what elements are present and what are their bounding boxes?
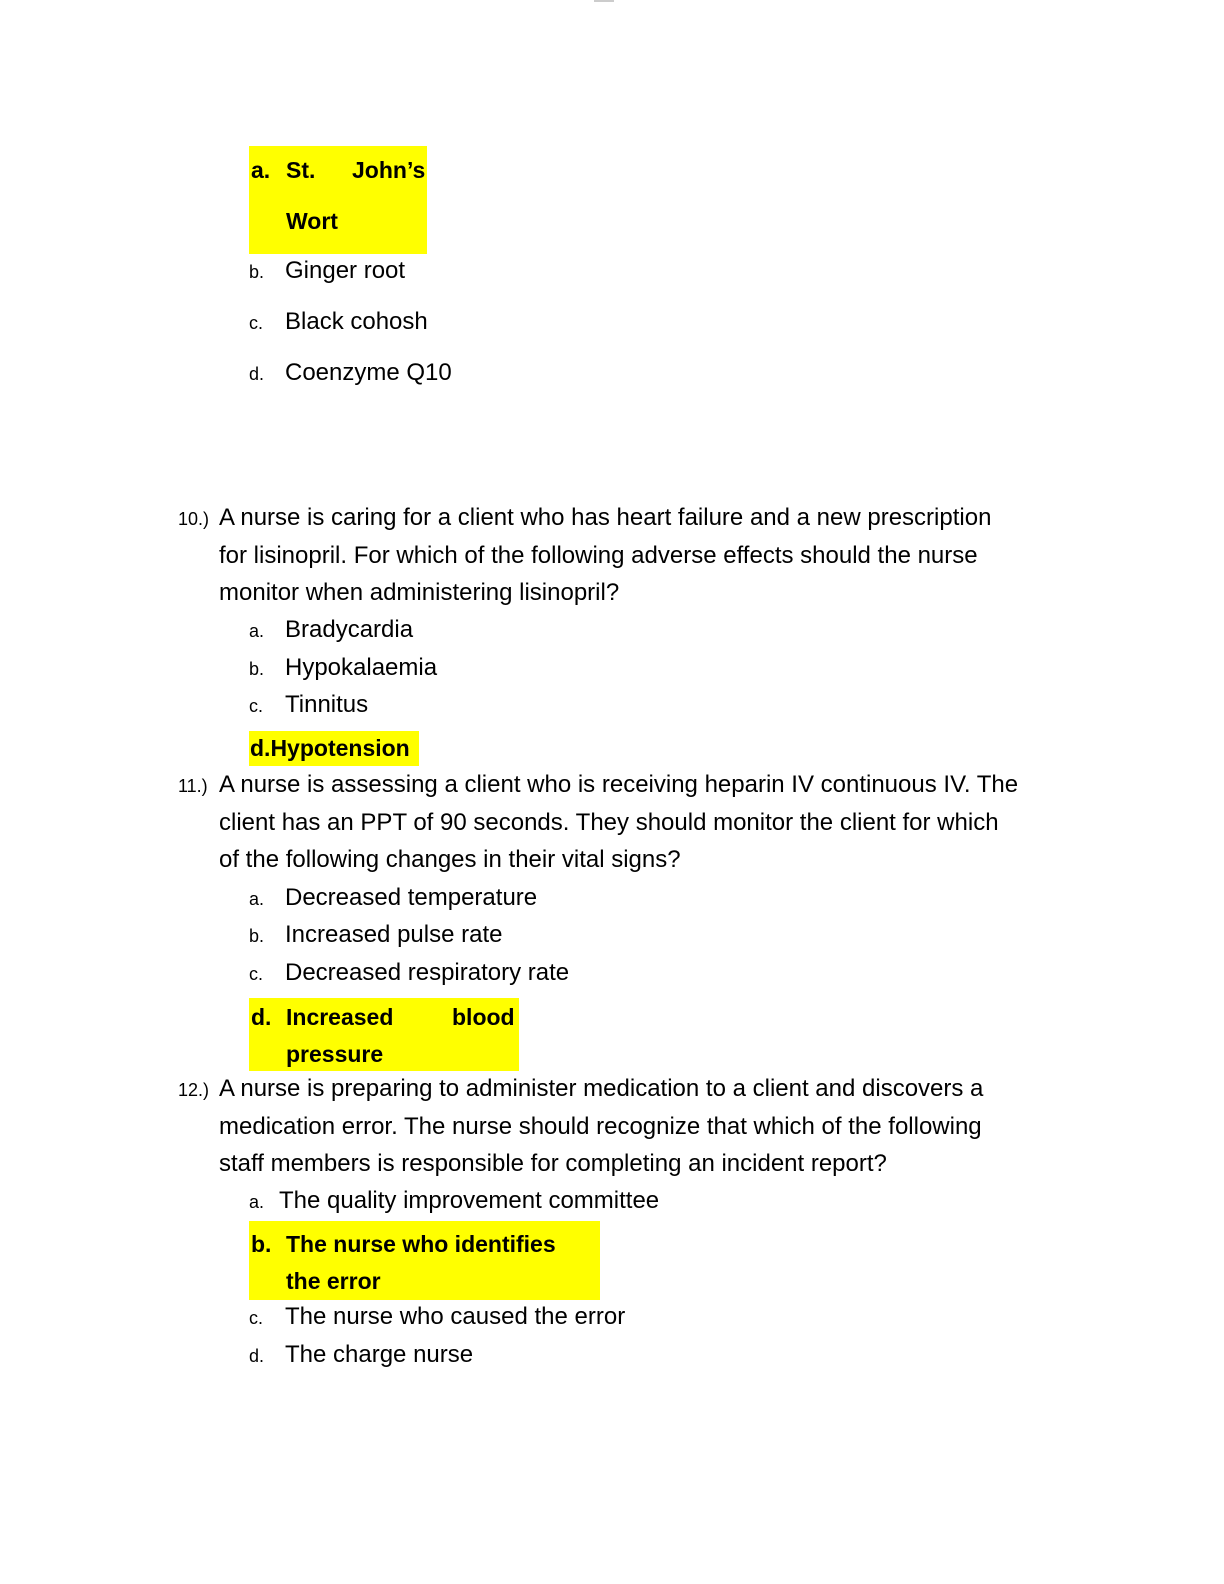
- q10-option-a: [249, 615, 413, 646]
- q9-option-a-text-1: St.: [286, 157, 316, 183]
- q11-option-c-text: Decreased respiratory rate: [285, 959, 570, 986]
- q10-number: 10.): [178, 509, 210, 529]
- q12-option-d-text: The charge nurse: [285, 1341, 474, 1368]
- q11-text-line-3: of the following changes in their vital signs?: [219, 846, 681, 873]
- q12-text-line-1: A nurse is preparing to administer medication to a client and discovers a: [219, 1075, 984, 1102]
- q10-option-c-letter: c.: [249, 696, 264, 716]
- q9-option-c: [249, 307, 428, 338]
- q9-option-a-letter: a.: [251, 157, 271, 183]
- q12-number: 12.): [178, 1080, 210, 1100]
- q10-text-line-1: A nurse is caring for a client who has heart failure and a new prescription: [219, 504, 992, 531]
- q11-text-line-2: client has an PPT of 90 seconds. They should monitor the client for which: [219, 809, 999, 836]
- q11-option-b-text: Increased pulse rate: [285, 921, 503, 948]
- q10-option-c: [249, 690, 368, 721]
- q10-option-b-letter: b.: [249, 659, 265, 679]
- q10-option-b-text: Hypokalaemia: [285, 654, 438, 681]
- q9-option-d: [249, 358, 452, 389]
- q12-option-b-text-2: the error: [286, 1268, 381, 1294]
- q9-option-b: [249, 256, 405, 287]
- q12-option-d-letter: d.: [249, 1346, 265, 1366]
- q9-option-d-text: Coenzyme Q10: [285, 359, 452, 386]
- q12-option-c-letter: c.: [249, 1308, 264, 1328]
- q11-option-a-text: Decreased temperature: [285, 884, 538, 911]
- q11-option-d-text-3: pressure: [286, 1041, 384, 1067]
- q12-text-line-3: staff members is responsible for completing an incident report?: [219, 1150, 887, 1177]
- q10-option-c-text: Tinnitus: [285, 691, 369, 718]
- q11-option-c: [249, 958, 569, 989]
- q11-number: 11.): [178, 776, 208, 796]
- q12-option-b-letter: b.: [251, 1231, 272, 1257]
- q12-option-a-letter: a.: [249, 1192, 265, 1212]
- q11-option-b: [249, 920, 502, 951]
- q12-text-line-2: medication error. The nurse should recognize that which of the following: [219, 1113, 982, 1140]
- q9-option-a-text-3: Wort: [286, 208, 338, 234]
- q10-option-d-text: d.Hypotension: [250, 735, 410, 761]
- q11-option-d-text-2: blood: [452, 1004, 515, 1030]
- q11-option-a: [249, 883, 537, 914]
- q9-option-c-letter: c.: [249, 313, 264, 333]
- q12-option-c: [249, 1302, 625, 1333]
- q10-option-a-letter: a.: [249, 621, 265, 641]
- header-mark: [594, 0, 614, 2]
- q9-option-d-letter: d.: [249, 364, 265, 384]
- q9-option-b-letter: b.: [249, 262, 265, 282]
- q9-option-a-text-2: John’s: [352, 157, 426, 183]
- q9-option-c-text: Black cohosh: [285, 308, 428, 335]
- q10-text-line-3: monitor when administering lisinopril?: [219, 579, 620, 606]
- q12-option-b-text-1: The nurse who identifies: [286, 1231, 556, 1257]
- q10-text-line-2: for lisinopril. For which of the following adverse effects should the nurse: [219, 542, 978, 569]
- q10-option-b: [249, 653, 437, 684]
- q12-option-d: [249, 1340, 473, 1371]
- q11-option-b-letter: b.: [249, 926, 265, 946]
- q10-option-a-text: Bradycardia: [285, 616, 414, 643]
- q11-option-d-letter: d.: [251, 1004, 272, 1030]
- q11-option-a-letter: a.: [249, 889, 265, 909]
- q11-text-line-1: A nurse is assessing a client who is receiving heparin IV continuous IV. The: [219, 771, 1019, 798]
- q12-option-a: [249, 1186, 659, 1217]
- q11-option-d-text-1: Increased: [286, 1004, 394, 1030]
- q12-option-a-text: The quality improvement committee: [279, 1187, 660, 1214]
- q9-option-b-text: Ginger root: [285, 257, 406, 284]
- q11-option-c-letter: c.: [249, 964, 264, 984]
- q12-option-c-text: The nurse who caused the error: [285, 1303, 626, 1330]
